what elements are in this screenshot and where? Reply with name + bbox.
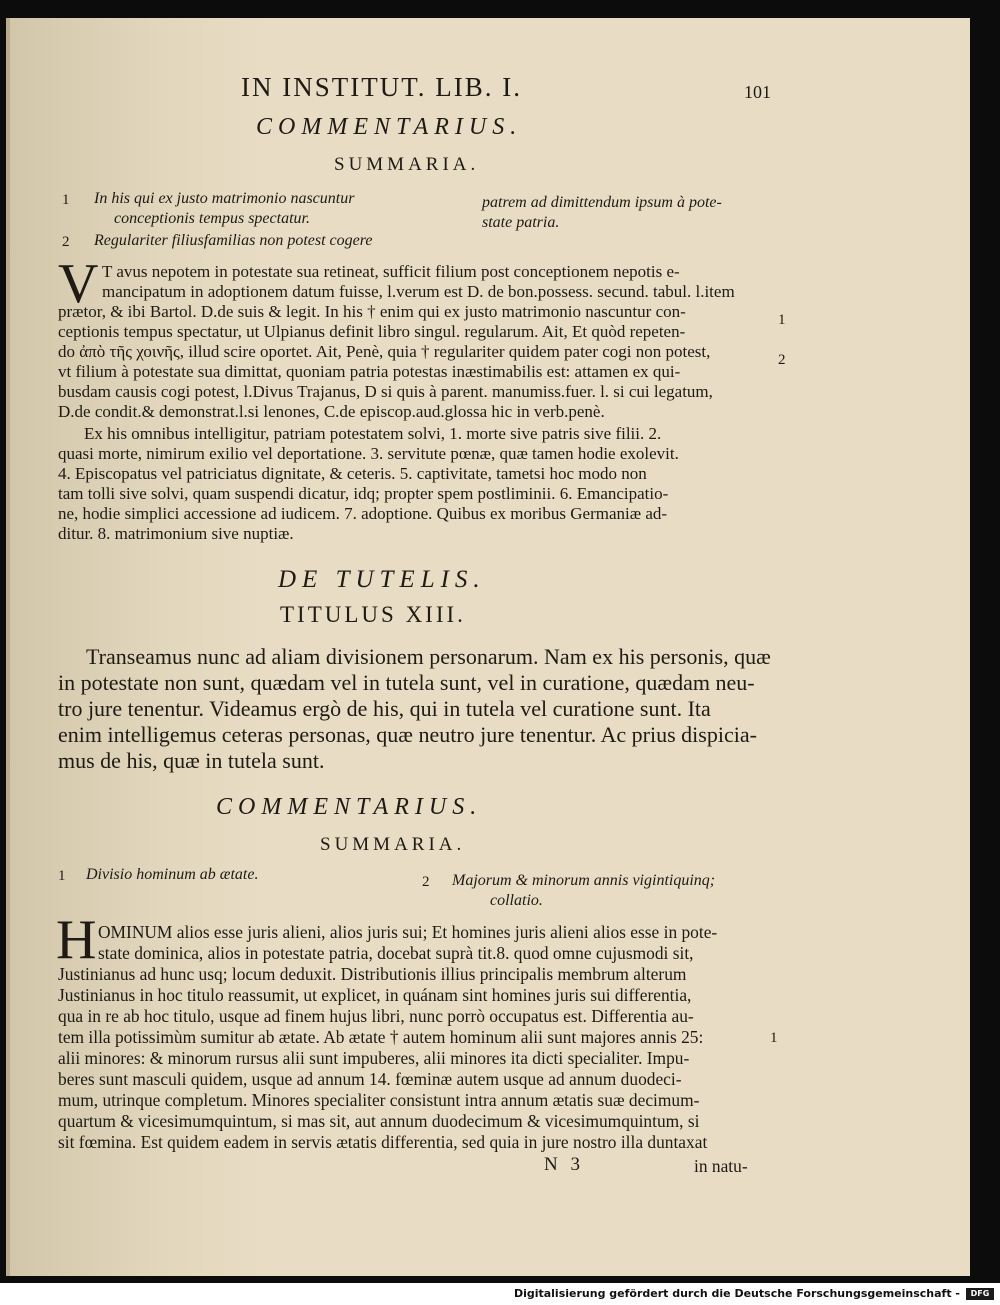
drop-cap: V xyxy=(58,253,99,315)
text-line: Justinianus in hoc titulo reassumit, ut explicet, in quánam sint homines juris sui differentia, xyxy=(58,985,692,1005)
text-line: ditur. 8. matrimonium sive nuptiæ. xyxy=(58,524,294,543)
summaria-heading-1: SUMMARIA. xyxy=(334,154,480,175)
margin-note: 1 xyxy=(778,312,786,328)
summary-line: patrem ad dimittendum ipsum à pote- xyxy=(482,194,722,211)
summary-line: conceptionis tempus spectatur. xyxy=(114,210,310,227)
text-line: tam tolli sive solvi, quam suspendi dicatur, idq; propter spem postliminii. 6. Emancipatio- xyxy=(58,484,669,503)
text-line: tem illa potissimùm sumitur ab ætate. Ab ætate † autem hominum alii sunt majores annis 25: xyxy=(58,1027,704,1047)
margin-note: 2 xyxy=(778,352,786,368)
drop-cap: H xyxy=(56,909,97,971)
book-page xyxy=(6,18,970,1276)
page-number: 101 xyxy=(744,82,771,102)
summary-num: 1 xyxy=(62,192,70,208)
text-line: Justinianus ad hunc usq; locum deduxit. Distributionis illius principalis membrum alterum xyxy=(58,964,687,984)
text-line: qua in re ab hoc titulo, usque ad finem hujus libri, nunc porrò occupatus est. Differentia au- xyxy=(58,1006,694,1026)
text-line: tro jure tenentur. Videamus ergò de his, qui in tutela vel curatione sunt. Ita xyxy=(58,696,711,721)
text-line: quasi morte, nimirum exilio vel deportatione. 3. servitute pœnæ, quæ tamen hodie exolevit. xyxy=(58,444,679,463)
text-line: ceptionis tempus spectatur, ut Ulpianus definit libro singul. regularum. Ait, Et quòd repeten- xyxy=(58,322,686,341)
text-line: ne, hodie simplici accessione ad iudicem. 7. adoptione. Quibus ex moribus Germaniæ ad- xyxy=(58,504,668,523)
text-line: sit fœmina. Est quidem eadem in servis ætatis differentia, sed quia in jure nostro illa duntaxat xyxy=(58,1132,708,1152)
text-line: mum, utrinque completum. Minores specialiter consistunt intra annum ætatis suæ decimum- xyxy=(58,1090,700,1110)
summary-num: 2 xyxy=(422,874,430,890)
funding-credit: Digitalisierung gefördert durch die Deutsche Forschungsgemeinschaft - xyxy=(513,1287,960,1300)
text-line: do ἀπὸ τῆς χοινῆς, illud scire oportet. Ait, Penè, quia † regulariter quidem pater cogi non potest, xyxy=(58,342,711,361)
text-line: beres sunt masculi quidem, usque ad annum 14. fœminæ autem usque ad annum duodeci- xyxy=(58,1069,682,1089)
margin-note: 1 xyxy=(770,1030,778,1046)
text-line: OMINUM alios esse juris alieni, alios juris sui; Et homines juris alieni alios esse in pote- xyxy=(98,922,718,942)
summary-num: 2 xyxy=(62,234,70,250)
text-line: prætor, & ibi Bartol. D.de suis & legit. In his † enim qui ex justo matrimonio nascuntur con- xyxy=(58,302,686,321)
summaria-heading-2: SUMMARIA. xyxy=(320,834,466,855)
catchword: in natu- xyxy=(694,1156,748,1176)
text-line: quartum & vicesimumquintum, si mas sit, aut annum duodecimum & vicesimumquintum, si xyxy=(58,1111,700,1131)
commentarius-heading-2: COMMENTARIUS. xyxy=(216,794,483,820)
summary-line: Regulariter filiusfamilias non potest cogere xyxy=(94,232,373,249)
text-line: mancipatum in adoptionem datum fuisse, l.verum est D. de bon.possess. secund. tabul. l.item xyxy=(102,282,735,301)
text-line: alii minores: & minorum rursus alii sunt impuberes, alii minores ita dicti specialiter. Impu- xyxy=(58,1048,690,1068)
summary-line: Divisio hominum ab ætate. xyxy=(86,866,259,883)
text-line: mus de his, quæ in tutela sunt. xyxy=(58,748,325,773)
summary-line: In his qui ex justo matrimonio nascuntur xyxy=(94,190,355,207)
text-line: busdam causis cogi potest, l.Divus Trajanus, D si quis à parent. manumiss.fuer. l. si cui legatum, xyxy=(58,382,713,401)
de-tutelis-heading: DE TUTELIS. xyxy=(278,566,486,593)
text-line: Ex his omnibus intelligitur, patriam potestatem solvi, 1. morte sive patris sive filii. 2. xyxy=(84,424,662,443)
digitization-footer xyxy=(0,1283,1000,1305)
running-title: IN INSTITUT. LIB. I. xyxy=(241,72,522,102)
dfg-logo: DFG xyxy=(966,1288,994,1300)
summary-num: 1 xyxy=(58,868,66,884)
text-line: enim intelligemus ceteras personas, quæ neutro jure tenentur. Ac prius dispicia- xyxy=(58,722,757,747)
signature-mark: N 3 xyxy=(544,1154,584,1175)
text-line: vt filium à potestate sua dimittat, quoniam patria potestas inæstimabilis est: attamen ex qui- xyxy=(58,362,681,381)
page-edge xyxy=(6,18,10,1276)
titulus-heading: TITULUS XIII. xyxy=(280,602,466,627)
text-line: D.de condit.& demonstrat.l.si lenones, C.de episcop.aud.glossa hic in verb.penè. xyxy=(58,402,605,421)
text-line: in potestate non sunt, quædam vel in tutela sunt, vel in curatione, quædam neu- xyxy=(58,670,755,695)
summary-line: collatio. xyxy=(490,892,543,909)
text-line: Transeamus nunc ad aliam divisionem personarum. Nam ex his personis, quæ xyxy=(86,644,771,669)
text-line: T avus nepotem in potestate sua retineat, sufficit filium post conceptionem nepotis e- xyxy=(102,262,680,281)
commentarius-heading-1: COMMENTARIUS. xyxy=(256,114,523,140)
text-line: state dominica, alios in potestate patria, docebat suprà tit.8. quod omne cujusmodi sit, xyxy=(98,943,694,963)
summary-line: state patria. xyxy=(482,214,560,231)
summary-line: Majorum & minorum annis vigintiquinq; xyxy=(452,872,716,889)
text-line: 4. Episcopatus vel patriciatus dignitate, & ceteris. 5. captivitate, tametsi hoc modo non xyxy=(58,464,647,483)
